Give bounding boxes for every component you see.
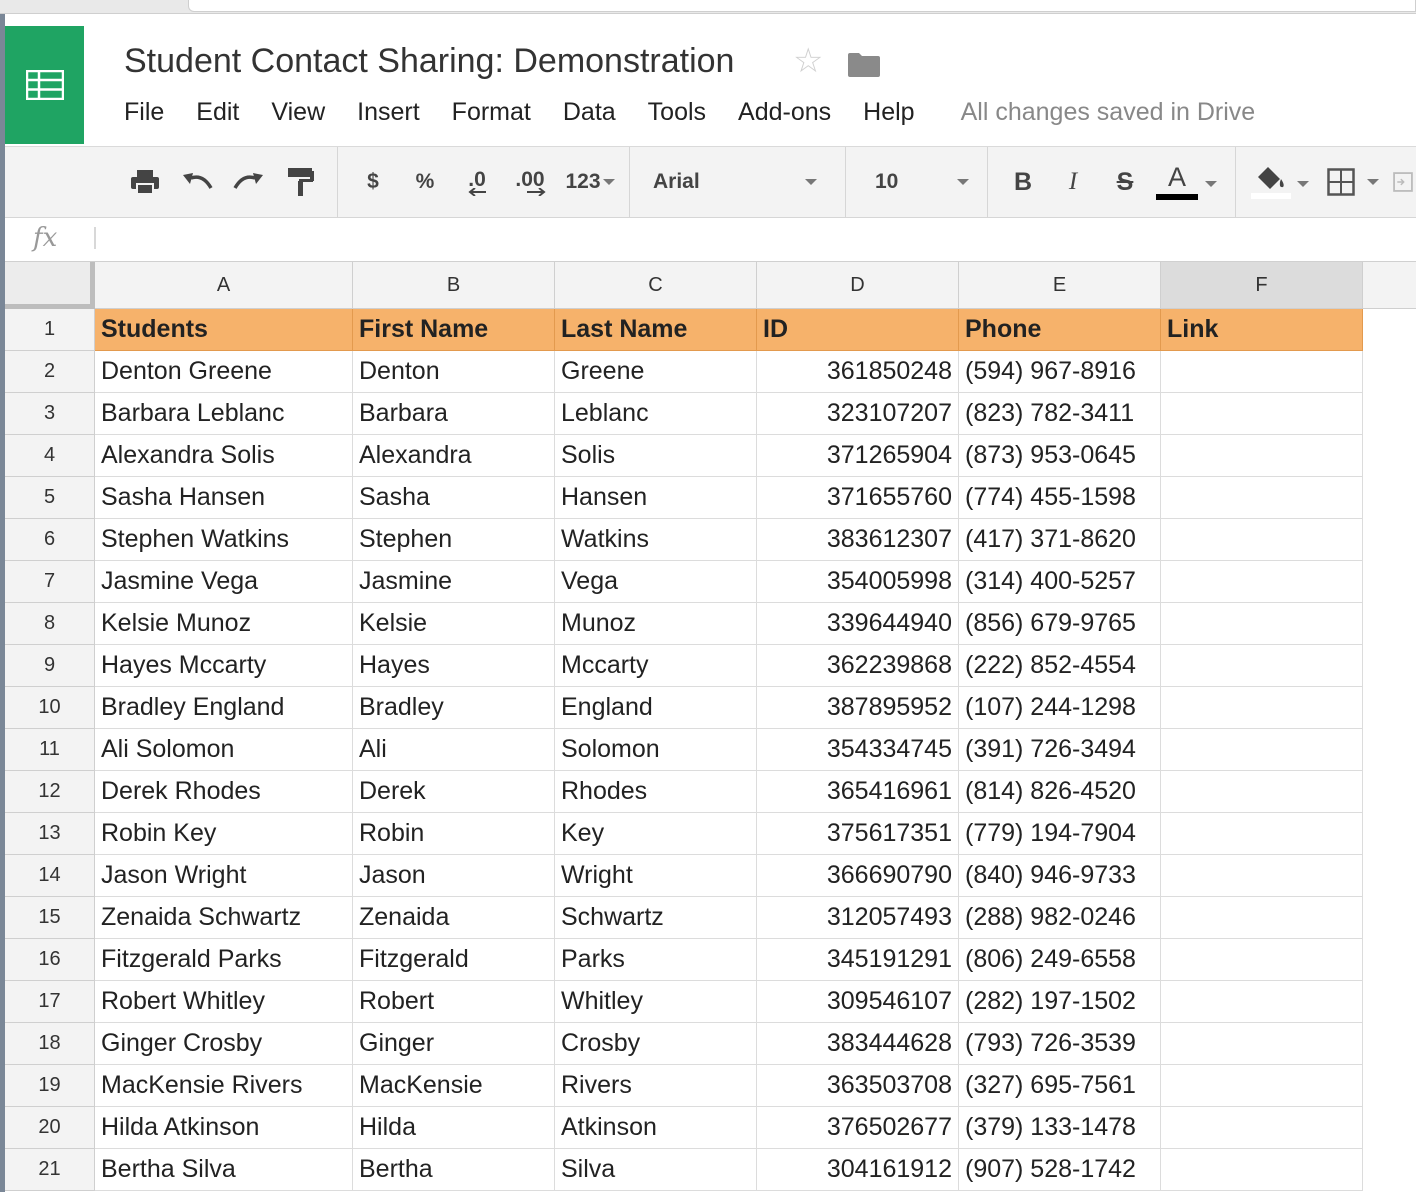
- row-header-1[interactable]: 1: [5, 309, 95, 351]
- cell-c10[interactable]: England: [555, 687, 757, 729]
- cell-f15[interactable]: [1161, 897, 1363, 939]
- more-formats-caret-icon[interactable]: [603, 179, 615, 185]
- row-header-14[interactable]: 14: [5, 855, 95, 897]
- cell-a14[interactable]: Jason Wright: [95, 855, 353, 897]
- row-header-4[interactable]: 4: [5, 435, 95, 477]
- row-header-21[interactable]: 21: [5, 1149, 95, 1191]
- column-header-f[interactable]: F: [1161, 262, 1363, 309]
- cell-f20[interactable]: [1161, 1107, 1363, 1149]
- text-color-label: A: [1167, 162, 1186, 192]
- save-status[interactable]: All changes saved in Drive: [960, 98, 1256, 126]
- cell-e14[interactable]: (840) 946-9733: [959, 855, 1161, 897]
- cell-e15[interactable]: (288) 982-0246: [959, 897, 1161, 939]
- cell-b2[interactable]: Denton: [353, 351, 555, 393]
- header-cell-f[interactable]: Link: [1161, 309, 1363, 351]
- menu-edit[interactable]: Edit: [196, 98, 240, 126]
- cell-a6[interactable]: Stephen Watkins: [95, 519, 353, 561]
- cell-a5[interactable]: Sasha Hansen: [95, 477, 353, 519]
- cell-f9[interactable]: [1161, 645, 1363, 687]
- cell-c21[interactable]: Silva: [555, 1149, 757, 1191]
- menu-add-ons[interactable]: Add-ons: [738, 98, 832, 126]
- header-cell-e[interactable]: Phone: [959, 309, 1161, 351]
- cell-b5[interactable]: Sasha: [353, 477, 555, 519]
- cell-c2[interactable]: Greene: [555, 351, 757, 393]
- cell-a3[interactable]: Barbara Leblanc: [95, 393, 353, 435]
- cell-d17[interactable]: 309546107: [757, 981, 959, 1023]
- cell-b10[interactable]: Bradley: [353, 687, 555, 729]
- cell-e21[interactable]: (907) 528-1742: [959, 1149, 1161, 1191]
- menu-view[interactable]: View: [271, 98, 326, 126]
- cell-e5[interactable]: (774) 455-1598: [959, 477, 1161, 519]
- cell-e7[interactable]: (314) 400-5257: [959, 561, 1161, 603]
- cell-b12[interactable]: Derek: [353, 771, 555, 813]
- column-header-d[interactable]: D: [757, 262, 959, 309]
- cell-e10[interactable]: (107) 244-1298: [959, 687, 1161, 729]
- cell-e16[interactable]: (806) 249-6558: [959, 939, 1161, 981]
- cell-a21[interactable]: Bertha Silva: [95, 1149, 353, 1191]
- increase-decimal-label: .00: [515, 168, 545, 191]
- row-header-15[interactable]: 15: [5, 897, 95, 939]
- cell-d4[interactable]: 371265904: [757, 435, 959, 477]
- column-header-a[interactable]: A: [95, 262, 353, 309]
- folder-icon[interactable]: [847, 52, 881, 78]
- cell-e20[interactable]: (379) 133-1478: [959, 1107, 1161, 1149]
- text-color-caret-icon[interactable]: [1205, 181, 1217, 187]
- cell-f7[interactable]: [1161, 561, 1363, 603]
- fx-icon: fx: [33, 223, 58, 253]
- cell-a18[interactable]: Ginger Crosby: [95, 1023, 353, 1065]
- row-header-2[interactable]: 2: [5, 351, 95, 393]
- cell-e19[interactable]: (327) 695-7561: [959, 1065, 1161, 1107]
- cell-e13[interactable]: (779) 194-7904: [959, 813, 1161, 855]
- cell-e18[interactable]: (793) 726-3539: [959, 1023, 1161, 1065]
- currency-format-button[interactable]: $: [367, 170, 379, 193]
- cell-a11[interactable]: Ali Solomon: [95, 729, 353, 771]
- cell-d7[interactable]: 354005998: [757, 561, 959, 603]
- cell-f4[interactable]: [1161, 435, 1363, 477]
- cell-b21[interactable]: Bertha: [353, 1149, 555, 1191]
- undo-icon[interactable]: [175, 147, 219, 217]
- menu-data[interactable]: Data: [562, 98, 616, 126]
- cell-c12[interactable]: Rhodes: [555, 771, 757, 813]
- cell-d18[interactable]: 383444628: [757, 1023, 959, 1065]
- cell-f3[interactable]: [1161, 393, 1363, 435]
- cell-f5[interactable]: [1161, 477, 1363, 519]
- arrow-right-icon: [526, 188, 548, 196]
- row-header-7[interactable]: 7: [5, 561, 95, 603]
- cell-e6[interactable]: (417) 371-8620: [959, 519, 1161, 561]
- arrow-left-icon: [467, 188, 487, 196]
- cell-b15[interactable]: Zenaida: [353, 897, 555, 939]
- cell-e12[interactable]: (814) 826-4520: [959, 771, 1161, 813]
- cell-d6[interactable]: 383612307: [757, 519, 959, 561]
- cell-d15[interactable]: 312057493: [757, 897, 959, 939]
- row-header-20[interactable]: 20: [5, 1107, 95, 1149]
- menu-insert[interactable]: Insert: [357, 98, 420, 126]
- cell-d11[interactable]: 354334745: [757, 729, 959, 771]
- cell-a15[interactable]: Zenaida Schwartz: [95, 897, 353, 939]
- cell-b3[interactable]: Barbara: [353, 393, 555, 435]
- cell-d9[interactable]: 362239868: [757, 645, 959, 687]
- increase-decimal-button[interactable]: [507, 147, 553, 217]
- row-header-13[interactable]: 13: [5, 813, 95, 855]
- cell-f19[interactable]: [1161, 1065, 1363, 1107]
- cell-a8[interactable]: Kelsie Munoz: [95, 603, 353, 645]
- cell-f10[interactable]: [1161, 687, 1363, 729]
- cell-c18[interactable]: Crosby: [555, 1023, 757, 1065]
- cell-a4[interactable]: Alexandra Solis: [95, 435, 353, 477]
- row-header-3[interactable]: 3: [5, 393, 95, 435]
- cell-a2[interactable]: Denton Greene: [95, 351, 353, 393]
- row-header-11[interactable]: 11: [5, 729, 95, 771]
- cell-a13[interactable]: Robin Key: [95, 813, 353, 855]
- menu-help[interactable]: Help: [863, 98, 915, 126]
- cell-a16[interactable]: Fitzgerald Parks: [95, 939, 353, 981]
- font-family-select[interactable]: Arial: [653, 170, 700, 193]
- fill-color-swatch: [1251, 193, 1291, 199]
- cell-a12[interactable]: Derek Rhodes: [95, 771, 353, 813]
- cell-b17[interactable]: Robert: [353, 981, 555, 1023]
- header-cell-a[interactable]: Students: [95, 309, 353, 351]
- cell-d12[interactable]: 365416961: [757, 771, 959, 813]
- cell-c4[interactable]: Solis: [555, 435, 757, 477]
- merge-cells-icon[interactable]: [1393, 147, 1413, 217]
- bold-button[interactable]: B: [1013, 167, 1033, 196]
- cell-d2[interactable]: 361850248: [757, 351, 959, 393]
- menu-bar: [124, 98, 1255, 127]
- menu-file[interactable]: File: [124, 98, 165, 126]
- cell-d19[interactable]: 363503708: [757, 1065, 959, 1107]
- row-header-16[interactable]: 16: [5, 939, 95, 981]
- print-icon[interactable]: [123, 147, 167, 217]
- cell-b13[interactable]: Robin: [353, 813, 555, 855]
- star-icon[interactable]: ☆: [793, 42, 824, 80]
- cell-d10[interactable]: 387895952: [757, 687, 959, 729]
- browser-tab[interactable]: [188, 0, 1416, 12]
- cell-c16[interactable]: Parks: [555, 939, 757, 981]
- cell-d5[interactable]: 371655760: [757, 477, 959, 519]
- cell-a10[interactable]: Bradley England: [95, 687, 353, 729]
- formula-input[interactable]: [105, 222, 1405, 258]
- toolbar: [5, 146, 1416, 218]
- formula-bar: [5, 218, 1416, 262]
- cell-c5[interactable]: Hansen: [555, 477, 757, 519]
- row-header-19[interactable]: 19: [5, 1065, 95, 1107]
- sheets-logo-icon[interactable]: [5, 26, 84, 144]
- text-color-swatch: [1156, 194, 1198, 200]
- cell-f21[interactable]: [1161, 1149, 1363, 1191]
- cell-e11[interactable]: (391) 726-3494: [959, 729, 1161, 771]
- cell-d8[interactable]: 339644940: [757, 603, 959, 645]
- cell-c17[interactable]: Whitley: [555, 981, 757, 1023]
- cell-b9[interactable]: Hayes: [353, 645, 555, 687]
- row-header-10[interactable]: 10: [5, 687, 95, 729]
- cell-a17[interactable]: Robert Whitley: [95, 981, 353, 1023]
- row-header-5[interactable]: 5: [5, 477, 95, 519]
- cell-d3[interactable]: 323107207: [757, 393, 959, 435]
- more-formats-button[interactable]: 123: [565, 170, 601, 193]
- cell-a7[interactable]: Jasmine Vega: [95, 561, 353, 603]
- cell-c14[interactable]: Wright: [555, 855, 757, 897]
- decrease-decimal-button[interactable]: [457, 147, 497, 217]
- redo-icon[interactable]: [227, 147, 271, 217]
- cell-c13[interactable]: Key: [555, 813, 757, 855]
- column-header-c[interactable]: C: [555, 262, 757, 309]
- borders-caret-icon[interactable]: [1367, 179, 1379, 185]
- cell-f18[interactable]: [1161, 1023, 1363, 1065]
- cell-b18[interactable]: Ginger: [353, 1023, 555, 1065]
- cell-f8[interactable]: [1161, 603, 1363, 645]
- select-all-corner[interactable]: [5, 262, 95, 309]
- cell-b19[interactable]: MacKensie: [353, 1065, 555, 1107]
- cell-f13[interactable]: [1161, 813, 1363, 855]
- cell-e8[interactable]: (856) 679-9765: [959, 603, 1161, 645]
- document-title[interactable]: Student Contact Sharing: Demonstration: [124, 42, 735, 80]
- fill-color-caret-icon[interactable]: [1297, 181, 1309, 187]
- cell-c11[interactable]: Solomon: [555, 729, 757, 771]
- row-header-18[interactable]: 18: [5, 1023, 95, 1065]
- header-cell-b[interactable]: First Name: [353, 309, 555, 351]
- cell-d13[interactable]: 375617351: [757, 813, 959, 855]
- cell-f17[interactable]: [1161, 981, 1363, 1023]
- spreadsheet-grid: [5, 262, 1416, 1192]
- cell-a19[interactable]: MacKensie Rivers: [95, 1065, 353, 1107]
- cell-b7[interactable]: Jasmine: [353, 561, 555, 603]
- cell-e9[interactable]: (222) 852-4554: [959, 645, 1161, 687]
- cell-c8[interactable]: Munoz: [555, 603, 757, 645]
- percent-format-button[interactable]: %: [415, 170, 435, 193]
- cell-f12[interactable]: [1161, 771, 1363, 813]
- cell-f11[interactable]: [1161, 729, 1363, 771]
- cell-b14[interactable]: Jason: [353, 855, 555, 897]
- cell-e17[interactable]: (282) 197-1502: [959, 981, 1161, 1023]
- cell-c7[interactable]: Vega: [555, 561, 757, 603]
- cell-d16[interactable]: 345191291: [757, 939, 959, 981]
- cell-a20[interactable]: Hilda Atkinson: [95, 1107, 353, 1149]
- cell-b20[interactable]: Hilda: [353, 1107, 555, 1149]
- cell-f6[interactable]: [1161, 519, 1363, 561]
- app-header: [5, 14, 1416, 146]
- row-header-6[interactable]: 6: [5, 519, 95, 561]
- cell-b6[interactable]: Stephen: [353, 519, 555, 561]
- italic-button[interactable]: I: [1068, 168, 1078, 195]
- decrease-decimal-label: .0: [468, 168, 486, 191]
- cell-b11[interactable]: Ali: [353, 729, 555, 771]
- fill-color-icon[interactable]: [1249, 147, 1293, 217]
- cell-f16[interactable]: [1161, 939, 1363, 981]
- cell-c15[interactable]: Schwartz: [555, 897, 757, 939]
- cell-b4[interactable]: Alexandra: [353, 435, 555, 477]
- row-header-17[interactable]: 17: [5, 981, 95, 1023]
- column-header-e[interactable]: E: [959, 262, 1161, 309]
- cell-d14[interactable]: 366690790: [757, 855, 959, 897]
- row-header-12[interactable]: 12: [5, 771, 95, 813]
- menu-format[interactable]: Format: [451, 98, 531, 126]
- header-cell-d[interactable]: ID: [757, 309, 959, 351]
- column-header-b[interactable]: B: [353, 262, 555, 309]
- column-header-overflow: [1363, 262, 1416, 309]
- cell-e3[interactable]: (823) 782-3411: [959, 393, 1161, 435]
- cell-c19[interactable]: Rivers: [555, 1065, 757, 1107]
- cell-b8[interactable]: Kelsie: [353, 603, 555, 645]
- formula-divider: [94, 227, 96, 249]
- cell-e2[interactable]: (594) 967-8916: [959, 351, 1161, 393]
- cell-c6[interactable]: Watkins: [555, 519, 757, 561]
- borders-icon[interactable]: [1323, 147, 1359, 217]
- cell-d21[interactable]: 304161912: [757, 1149, 959, 1191]
- font-size-caret-icon[interactable]: [957, 179, 969, 185]
- cell-f14[interactable]: [1161, 855, 1363, 897]
- cell-d20[interactable]: 376502677: [757, 1107, 959, 1149]
- paint-format-icon[interactable]: [279, 147, 323, 217]
- cell-c9[interactable]: Mccarty: [555, 645, 757, 687]
- strikethrough-button[interactable]: S: [1116, 167, 1134, 196]
- menu-tools[interactable]: Tools: [647, 98, 707, 126]
- row-header-9[interactable]: 9: [5, 645, 95, 687]
- header-cell-c[interactable]: Last Name: [555, 309, 757, 351]
- cell-c20[interactable]: Atkinson: [555, 1107, 757, 1149]
- text-color-button[interactable]: [1155, 147, 1199, 217]
- cell-a9[interactable]: Hayes Mccarty: [95, 645, 353, 687]
- cell-f2[interactable]: [1161, 351, 1363, 393]
- row-header-8[interactable]: 8: [5, 603, 95, 645]
- cell-e4[interactable]: (873) 953-0645: [959, 435, 1161, 477]
- cell-c3[interactable]: Leblanc: [555, 393, 757, 435]
- font-family-caret-icon[interactable]: [805, 179, 817, 185]
- font-size-select[interactable]: 10: [875, 170, 899, 193]
- cell-b16[interactable]: Fitzgerald: [353, 939, 555, 981]
